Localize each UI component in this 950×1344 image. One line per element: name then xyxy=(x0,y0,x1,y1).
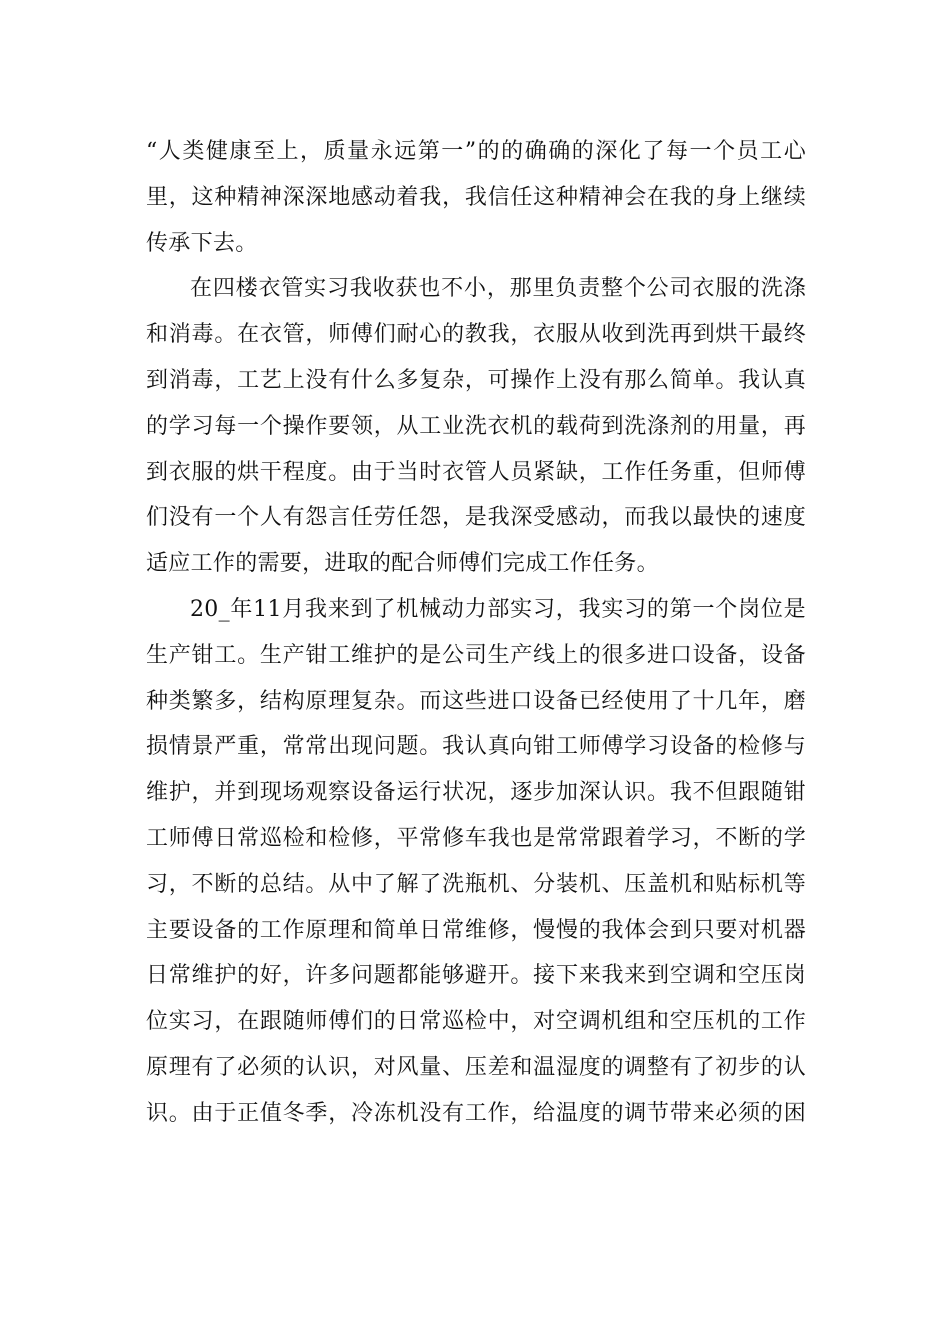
paragraph-3-line-8: 主要设备的工作原理和简单日常维修，慢慢的我体会到只要对机器 xyxy=(146,917,806,943)
paragraph-2-line-4: 的学习每一个操作要领，从工业洗衣机的载荷到洗涤剂的用量，再 xyxy=(146,413,806,439)
paragraph-2-line-3: 到消毒，工艺上没有什么多复杂，可操作上没有那么简单。我认真 xyxy=(146,367,806,393)
paragraph-2-line-6: 们没有一个人有怨言任劳任怨，是我深受感动，而我以最快的速度 xyxy=(146,505,806,531)
paragraph-3-line-3: 种类繁多，结构原理复杂。而这些进口设备已经使用了十几年，磨 xyxy=(146,688,806,714)
paragraph-1-line-2: 里，这种精神深深地感动着我，我信任这种精神会在我的身上继续 xyxy=(146,184,806,210)
paragraph-3-line-12: 识。由于正值冬季，冷冻机没有工作，给温度的调节带来必须的困 xyxy=(146,1100,806,1126)
paragraph-3-line-11: 原理有了必须的认识，对风量、压差和温湿度的调整有了初步的认 xyxy=(146,1054,806,1080)
paragraph-2-line-7: 适应工作的需要，进取的配合师傅们完成工作任务。 xyxy=(146,551,659,577)
document-body xyxy=(146,129,806,1137)
paragraph-3-line-4: 损情景严重，常常出现问题。我认真向钳工师傅学习设备的检修与 xyxy=(146,734,806,760)
paragraph-2-line-5: 到衣服的烘干程度。由于当时衣管人员紧缺，工作任务重，但师傅 xyxy=(146,459,806,485)
paragraph-3-line-2: 生产钳工。生产钳工维护的是公司生产线上的很多进口设备，设备 xyxy=(146,642,806,668)
paragraph-2-line-2: 和消毒。在衣管，师傅们耐心的教我，衣服从收到洗再到烘干最终 xyxy=(146,322,806,348)
paragraph-3-line-1: 20_年11月我来到了机械动力部实习，我实习的第一个岗位是 xyxy=(190,596,806,622)
paragraph-3-line-5: 维护，并到现场观察设备运行状况，逐步加深认识。我不但跟随钳 xyxy=(146,780,806,806)
paragraph-3-line-6: 工师傅日常巡检和检修，平常修车我也是常常跟着学习，不断的学 xyxy=(146,825,806,851)
paragraph-3-line-9: 日常维护的好，许多问题都能够避开。接下来我来到空调和空压岗 xyxy=(146,963,806,989)
paragraph-1-line-3: 传承下去。 xyxy=(146,230,258,256)
paragraph-3-line-10: 位实习，在跟随师傅们的日常巡检中，对空调机组和空压机的工作 xyxy=(146,1009,806,1035)
paragraph-2-line-1: 在四楼衣管实习我收获也不小，那里负责整个公司衣服的洗涤 xyxy=(190,276,806,302)
paragraph-3-line-7: 习，不断的总结。从中了解了洗瓶机、分装机、压盖机和贴标机等 xyxy=(146,871,806,897)
paragraph-1-line-1: “人类健康至上，质量永远第一”的的确确的深化了每一个员工心 xyxy=(146,139,806,164)
